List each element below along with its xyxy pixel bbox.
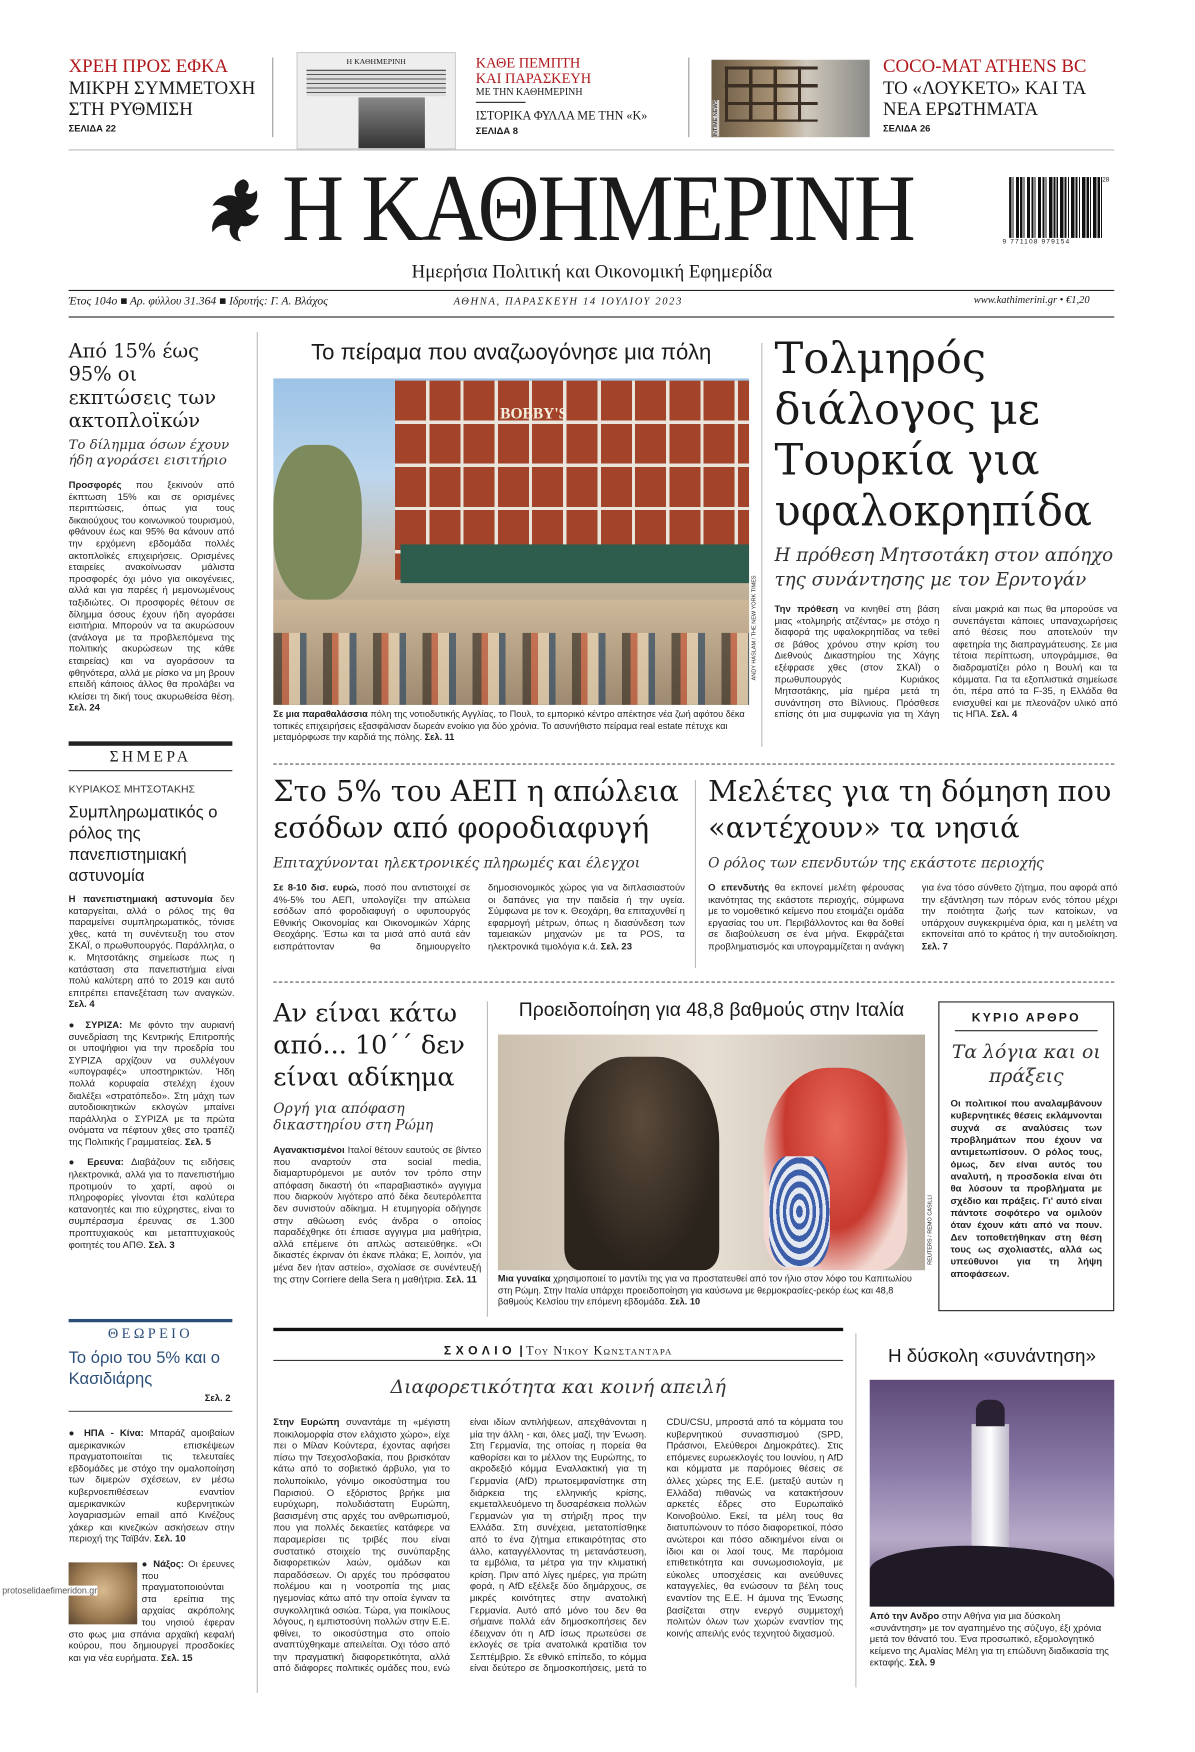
watermark: protoselidaefimeridon.gr [2,1585,98,1596]
decoration [769,1156,830,1267]
tax-page: Σελ. 23 [600,940,633,952]
decoration: ● [68,1019,86,1031]
left-today_headline: Συμπληρωματικός ο ρόλος της πανεπιστημιακή αστυνομία [68,803,218,886]
issue-date: ΑΘΗΝΑ, ΠΑΡΑΣΚΕΥΗ 14 ΙΟΥΛΙΟΥ 2023 [453,296,684,308]
decoration [273,445,362,600]
teaser-efka[interactable] [69,55,263,134]
divider [273,981,1114,982]
teaser-title: ΜΙΚΡΗ ΣΥΜΜΕΤΟΧΗ ΣΤΗ ΡΥΘΜΙΣΗ [68,77,256,120]
lead_photo-caption_lead: Σε μια παραθαλάσσια [273,708,368,720]
masthead-barcode_issue: 28 [1102,177,1110,184]
andros-lighthouse-photo [870,1380,1115,1607]
main-story-turkey[interactable] [775,334,1118,720]
decoration [401,544,750,583]
left-theoreio_page: Σελ. 2 [204,1391,231,1404]
decoration [725,66,818,121]
tax-evasion-article[interactable] [273,775,685,953]
teasers-1-sub: ΜΕ ΤΗΝ ΚΑΘΗΜΕΡΙΝΗ [476,86,526,103]
comment-author: Του Νίκου Κωνσταντάρα [526,1344,673,1358]
lead-photo-title: Το πείραμα που αναζωογόνησε μια πόλη [311,340,712,366]
andros-page: Σελ. 9 [909,1656,936,1668]
teasers-1-page: ΣΕΛΙΔΑ 8 [475,125,518,137]
infoline-left: Έτος 104ο ■ Αρ. φύλλου 31.364 ■ Ιδρυτής: Γ. Α. Βλάχος [68,295,328,308]
divider [695,780,696,968]
heat-caption_lead: Μια γυναίκα [497,1272,551,1284]
infoline-right: www.kathimerini.gr • €1,20 [973,295,1090,307]
decoration [708,882,1117,952]
teaser-coco-mat[interactable] [883,55,1104,134]
theoreio-label: ΘΕΩΡΕΙΟ [69,1319,233,1342]
teasers-2-title: ΤΟ «ΛΟΥΚΕΤΟ» ΚΑΙ ΤΑ ΝΕΑ ΕΡΩΤΗΜΑΤΑ [882,77,1086,120]
decoration: | [515,1344,527,1358]
left-bullets2-1-page: Σελ. 15 [161,1651,193,1663]
rome-page: Σελ. 11 [445,1273,477,1285]
lead_photo-page: Σελ. 11 [424,731,455,743]
andros-caption[interactable] [870,1610,1115,1669]
tax-sub: Επιταχύνονται ηλεκτρονικές πληρωμές και έλεγχοι [273,854,641,871]
left-lead: Προσφορές [68,479,122,491]
teasers-1-kicker: ΚΑΘΕ ΠΕΜΠΤΗ ΚΑΙ ΠΑΡΑΣΚΕΥΗ [475,54,592,87]
tax-headline: Στο 5% του ΑΕΠ η απώλεια εσόδων από φοροδιαφυγή [273,775,679,846]
lead-photo-caption [273,708,749,743]
islands-headline: Μελέτες για τη δόμηση που «αντέχουν» τα νησιά [708,775,1112,846]
historic-newspaper-thumbnail [297,52,456,149]
divider [855,1333,856,1687]
left-today_lead: Η πανεπιστημιακή αστυνομία [68,892,213,905]
decoration [69,1157,235,1251]
divider [761,343,762,747]
university-police-article[interactable] [69,783,235,1250]
left-page: Σελ. 24 [68,701,100,713]
main-page: Σελ. 4 [991,708,1018,720]
comment-body: συναντάμε τη «μέγιστη ποικιλομορφία στον ελάχιστο χώρο», είχε πει ο Μίλαν Κούντερα, έχοντας αφήσει πίσω την Τσεχοσλοβακία, που βρισκόταν κάτω από το σοβιετικό άρβυλο, για το πολυποίκιλο, γόνιμο οικοσύστημα του Παρισιού. Ο εξόριστος βρήκε μια ευρύχωρη, πολυδιάστατη Ευρώπη, βασισμένη στις αρχές του ανθρωπισμού, που για πολλές δεκαετίες κατάφερε να παραμερίσει τις τριβές που είναι συστατικό στοιχείο της συνύπαρξης διαφορετικών λαών, ομάδων και παραδόσεων. Οι αρχές του πρόσφατου πολέμου και η νοοτροπία της μιας ηγεμονίας κάτω από την οποία έγιναν τα συγκολλητικά οσιώα. Τώρα, για ποικίλους λόγους, η εμπιστοσύνη πολλών στην Ε.Ε. φθίνει, το οικοσύστημα στο οποίο αναπτύχθηκαμε απειλείται. Οχι τόσο από την πραγματική διαφορετικότητα, αλλά από διάφορες πολιτικές ομάδες που, ενώ είναι ιδίων αντιλήψεων, απεχθάνονται η μία την άλλη - και, όλες μαζί, την Ένωση. Στη Γερμανία, της οποίας η πορεία θα καθορίσει και το μέλλον της Ευρώπης, το ακροδεξιό κόμμα Εναλλακτική για τη Γερμανία (AfD) πρωτοεμφανίστηκε στη διάρκεια της ελληνικής κρίσης, εκμεταλλευόμενο τη δυσαρέσκεια πολλών Γερμανών για τη στήριξη προς την Ελλάδα. Στη συνέχεια, μετατοπίσθηκε από το ένα ζήτημα επικαιρότητας στο άλλο, καταγγέλλοντας τη μετανάστευση, τα εμβόλια, τα μέτρα για την κλιματική κρίση. Πριν από λίγες ημέρες, για πρώτη φορά, η AfD εξέλεξε δύο δημάρχους, σε μικρές κοινότητες στην ανατολική Γερμανία. Αυτό από μόνο του δεν θα σήμαινε πολλά εάν δημοσκοπήσεις δεν έδειχναν ότι η AfD ίσως πρωτεύσει σε εκλογές σε τρία ανατολικά κρατίδια τον Σεπτέμβριο. Σε εθνικό επίπεδο, το κόμμα είναι δεύτερο σε δημοσκοπήσεις, μετά το CDU/CSU, μπροστά από τα κόμματα του κυβερνητικού συνασπισμού (SPD, Πράσινοι, Ελεύθεροι Δημοκράτες). Στις επόμενες ευρωεκλογές του Ιουνίου, η AfD και κόμματα με παρόμοιες θέσεις σε άλλες χώρες της Ε.Ε. (μεταξύ αυτών η Ελλάδα) πιθανώς να κατακτήσουν αρκετές έδρες στο Ευρωπαϊκό Κοινοβούλιο. Εκεί, τα μέλη τους θα διατυπώνουν το πόσο διαφορετικοί, πόσο ανώτεροι και πόσο αδικημένοι είναι οι ίδιοι και οι λαοί τους. Με παρόμοια επιθετικότητα και συνωμοσιολογία, με εύκολες υποσχέσεις και ανεύθυνες καταγγελίες, θα ενώσουν τα βέλη τους εναντίον της Ε.Ε. Η άμυνα της Ένωσης βασίζεται στην ενεργό συμμετοχή πολιτών όλων των χωρών εναντίον της κοινής απειλής ενός τεχνητού διχασμού. [273,1416,844,1674]
left-bullets2-1-lead: Νάξος: [153,1557,184,1570]
decoration [976,1400,1005,1427]
decoration [69,1427,235,1544]
left-body: που ξεκινούν από έκπτωση 15% και σε ορισμένες περιπτώσεις, όπως για τους δικαιούχους του κοινωνικού τουρισμού, φθάνουν έως και 95% θα κάνουν από την ερχόμενη εβδομάδα πολλές ακτοπλοϊκές επιχειρήσεις. Ορισμένες εταιρείες ανακοίνωσαν μάλιστα προσφορές όχι μόνο για οικογένειες, αλλά και για παρέες ή μεμονωμένους ταξιδιώτες. Οι προσφορές θέτουν σε δίλημμα όσους έχουν ήδη αγοράσει εισιτήρια. Μπορούν να τα ακυρώσουν (ανάλογα με τα προβλεπόμενα της πολιτικής ακυρώσεων της κάθε εταιρείας) και να αγοράσουν τα φθηνότερα, αλλά με ρίσκο να μη βρουν επειδή κάποιος άλλος θα προλάβει να κλείσει τη δική τους ακυρωθείσα θέση. [68,479,235,702]
decoration [212,179,259,241]
comment-label: ΣΧΟΛΙΟ [443,1344,516,1358]
comment-lead: Στην Ευρώπη [273,1416,340,1428]
divider [273,1328,843,1331]
teaser-page: ΣΕΛΙΔΑ 22 [68,122,117,134]
rome-body: Ιταλοί θέτουν εαυτούς σε βίντεο που αναρτούν στα social media, διαμαρτυρόμενοι με αυτόν τον τρόπο στην απόφαση δικαστή ότι «παραβιαστικό» αγγιγμα που διαρκούν λιγότερο από δέκα δευτερόλεπτα δεν συνιστούν αδίκημα. Η ετυμηγορία οδήγησε στην αθώωση ενός άνδρα ο οποίος παραδέχθηκε ότι έπιασε αγγιγμα μια μαθήτρια, αλλά επέμεινε ότι απλώς αστειεύθηκε. «Οι δικαστές έκριναν ότι έκανε πλάκα; Ε, λοιπόν, για μένα δεν ήταν αστείο», σχολίασε σε συνέντευξή της στην Corriere della Sera η μαθήτρια. [273,1144,482,1285]
comment-header [273,1338,843,1359]
naxos-brief[interactable] [69,1558,235,1663]
divider [273,1360,843,1361]
decoration [870,1546,1115,1607]
griffin-logo-icon [199,175,268,246]
islands-sub: Ο ρόλος των επενδυτών της εκάστοτε περιοχής [708,854,1044,871]
poole-street-photo [273,378,749,704]
heat-page: Σελ. 10 [669,1295,701,1307]
decoration [69,479,235,713]
andros-title: Η δύσκολη «συνάντηση» [887,1345,1096,1367]
decoration [273,633,749,705]
main-lead: Την πρόθεση [774,603,839,615]
divider [69,316,1115,317]
left-bullets2-0-page: Σελ. 10 [154,1532,186,1544]
heat-photo-caption [498,1272,925,1307]
decoration [273,1144,481,1285]
left-today_page: Σελ. 4 [68,998,95,1010]
divider [69,149,1115,150]
rome-lead: Αγανακτισμένοι [273,1144,345,1156]
editorial-label: ΚΥΡΙΟ ΑΡΘΡΟ [955,1011,1098,1031]
divider [272,58,273,138]
today-section-label: ΣΗΜΕΡΑ [69,741,233,771]
left-bullets2-0-lead: ΗΠΑ - Κίνα: [83,1427,144,1439]
main-sub: Η πρόθεση Μητσοτάκη στον απόηχο της συνάντησης με τον Ερντογάν [774,544,1114,590]
left-sub: Το δίλημμα όσων έχουν ήδη αγοράσει εισιτήριο [68,437,230,469]
decoration: ● [68,1156,88,1168]
main-body: να κινηθεί στη βάση μιας «τολμηρής ατζέντας» με στόχο η διαφορά της υφαλοκρηπίδας να τεθεί σε βάθος χρόνου στην κρίση του Διεθνούς Δικαστηρίου της Χάγης εξέφρασε χθες (στον ΣΚΑΪ) ο πρωθυπουργός Κυριάκος Μητσοτάκης, μία ημέρα μετά τη συνάντηση στο Βίλνιους. Πρόσθεσε επίσης ότι μια συμφωνία για τη Χάγη είναι μακριά και πως θα μπορούσε να συνεπάγεται κάποιες υπαναχωρήσεις από θέσεις που αποτελούν την αφετηρία της διαπραγμάτευσης. Σε μια τέτοια περίπτωση, υπογράμμισε, θα διαδραματίζει ρόλο η Βουλή και τα κόμματα. Για τα εξοπλιστικά σημείωσε ότι, πέρα από τα F-35, η Ελλάδα θα ενισχυθεί και με πλεονάζον υλικό από τις ΗΠΑ. [774,603,1118,720]
comment-title: Διαφορετικότητα και κοινή απειλή [390,1376,726,1399]
left-bullets2-1-text: Οι έρευνες που πραγματοποιούνται στα ερείπια της αρχαίας ακρόπολης του νησιού έφεραν στο φως μια σπάνια αρχαϊκή κεφαλή κούρου, που δημιουργεί προσδοκίες και για νέα ευρήματα. [68,1557,235,1663]
masthead-title: Η ΚΑΘΗΜΕΡΙΝΗ [282,154,914,262]
rome-sub: Οργή για απόφαση δικαστηρίου στη Ρώμη [273,1099,434,1134]
tax-body: ποσό που αντιστοιχεί σε 4%-5% του ΑΕΠ, υπολογίζει την απώλεια εσόδων από φοροδιαφυγή ο υφυπουργός Εθνικής Οικονομίας και Οικονομικών Χάρης Θεοχάρης. Έστω και τα μισά από αυτά εάν εισπράττονταν θα δημιουργείτο δημοσιονομικός χώρος για να διπλασιαστούν οι δαπάνες για την παιδεία ή την υγεία. Σύμφωνα με τον κ. Θεοχάρη, θα επιταχυνθεί η εφαρμογή μέτρων, όπως η διασύνδεση των ταμειακών μηχανών με τα POS, τα ηλεκτρονικά τιμολόγια κ.ά. [273,881,685,952]
decoration [69,893,235,1010]
islands-page: Σελ. 7 [921,940,948,952]
divider [69,1411,233,1412]
heat-caption: χρησιμοποιεί το μαντίλι της για να προστατευθεί από τον ήλιο στον λόφο του Καπιτωλίου στη Ρώμη. Στην Ιταλία υπάρχει προειδοποίηση για καύσωνα με θερμοκρασίες-ρεκόρ έως και 48,8 βαθμούς Κελσίου την επόμενη εβδομάδα. [497,1272,912,1307]
teasers-2-kicker: COCO-MAT ATHENS BC [882,55,1087,77]
andros-body: στην Αθήνα για μια δύσκολη «συνάντηση» με τον αγαπημένο της σύζυγο, έξι χρόνια μετά τον θάνατό του. Ένα προσωπικό, εξομολογητικό κείμενο της Αμαλίας Μέλη για τη επώδυνη διαδικασία της εκταφής. [869,1609,1109,1668]
left-bullets-0-lead: ΣΥΡΙΖΑ: [85,1019,123,1031]
ferry-discounts-article[interactable] [69,341,235,714]
decoration [775,603,1118,720]
coco-mat-building-photo [711,60,869,137]
rome-headline: Αν είναι κάτω από... 10΄΄ δεν είναι αδίκημα [273,999,465,1093]
decoration [307,70,446,97]
main-headline: Τολμηρός διάλογος με Τουρκία για υφαλοκρηπίδα [774,334,1093,537]
teaser-historic[interactable] [476,55,686,136]
lead_photo-credit: ANDY HASLAM / THE NEW YORK TIMES [751,575,758,681]
left-today_body: δεν καταργείται, αλλά ο ρόλος της θα παραμείνει συμπληρωματικός, τόνισε χθες, κατά τη συνέντευξη του στον ΣΚΑΪ, ο πρωθυπουργός. Παράλληλα, ο κ. Μητσοτάκης σημείωσε πως η κατάσταση στα πανεπιστήμια είναι πολύ καλύτερη από το 2019 και αυτό επιτρέπει επανεξέταση των αναγκών. [68,892,235,998]
left-bullets2-0-text: Μπαράζ αμοιβαίων αμερικανικών επισκέψεων πραγματοποιείται τις τελευταίες εβδομάδες με στόχο την ομαλοποίηση των διμερών σχέσεων, εν μέσω κυβερνοεπιθέσεων εναντίον αμερικανικών κυβερνητικών λογαριασμών email από Κινέζους χάκερ και κινεζικών ασκήσεων στην περιοχή της Ταϊβάν. [68,1427,235,1544]
decoration [273,882,685,952]
decoration [69,1019,235,1148]
decoration: ● [68,1427,84,1439]
rome-heatwave-photo [498,1035,925,1271]
decoration: ● [141,1557,154,1570]
decoration [199,175,268,246]
barcode [1009,177,1102,238]
us-china-brief[interactable] [69,1427,235,1544]
islands-body: θα εκπονεί μελέτη φέρουσας ικανότητας της εκάστοτε περιοχής, σύμφωνα με το νομοθετικό κείμενο που ετοιμάζει ομάδα εργασίας του υπ. Περιβάλλοντος και θα δοθεί σε διαβούλευση σε ένα μήνα. Εκφράζεται προβληματισμός και υπογραμμίζεται η ανάγκη για ένα τόσο σύνθετο ζήτημα, που αφορά από την εξάντληση των πόρων ενός τόπου μέχρι την ποιότητα ζωής των κατοίκων, να υπάρχουν συγκεκριμένα όρια, και η μελέτη να εκπονείται από το κράτος ή την αυτοδιοίκηση. [708,881,1118,952]
masthead-barcode_number: 9 771108 979154 [1002,239,1071,246]
divider [69,290,1115,291]
teasers-1-thumb_label: Η ΚΑΘΗΜΕΡΙΝΗ [346,57,406,67]
editorial-box[interactable] [938,1001,1114,1311]
left-headline: Από 15% έως 95% οι εκπτώσεις των ακτοπλοϊκών [68,340,217,433]
left-bullets-1-page: Σελ. 3 [148,1238,175,1250]
theoreio-title[interactable]: Το όριο του 5% και ο Κασιδιάρης [68,1348,221,1389]
divider [257,332,258,1693]
editorial-title: Τα λόγια και οι πράξεις [951,1041,1101,1088]
left-bullets-1-text: Διαβάζουν τις ειδήσεις ηλεκτρονικά, αλλά για το πανεπιστήμιο προτιμούν το χαρτί, αφού οι πληροφορίες γίνονται έτσι καλύτερα κατανοητές και πιο εύχρηστες, είναι το συμπέρασμα έρευνας σε 1.300 προπτυχιακούς και μεταπτυχιακούς φοιτητές του ΑΠΘ. [68,1156,235,1250]
islands-lead: Ο επενδυτής [708,881,770,893]
teasers-1-title: ΙΣΤΟΡΙΚΑ ΦΥΛΛΑ ΜΕ ΤΗΝ «Κ» [475,109,648,123]
coco-mat-photo-credit: INTIME NEWS [712,99,720,137]
divider [273,763,1114,764]
lead_photo-caption: πόλη της νοτιοδυτικής Αγγλίας, το Πουλ, το εμπορικό κέντρο απέκτησε νέα ζωή αφότου δέκα τοπικές επιχειρήσεις εξασφάλισαν δωρεάν ενοίκιο για δύο χρόνια. Το ασυνήθιστο πείραμα real estate πέτυχε και μεταμόρφωσε την καρδιά της πόλης. [273,708,745,743]
heat-credit: REUTERS / REMO CASILLI [927,1195,934,1265]
decoration [972,1424,1010,1557]
andros-lead: Από την Ανδρο [869,1609,940,1622]
decoration [359,97,425,148]
tax-lead: Σε 8-10 δισ. ευρώ, [273,881,360,893]
left-bullets-0-text: Με φόντο την αυριανή συνεδρίαση της Κεντρικής Επιτροπής οι υποψήφιοι για την προεδρία του ΣΥΡΙΖΑ αρχίζουν να συλλέγουν «υπογραφές» υποστηρικτών. Ήδη πολλά κορυφαία στελέχη έχουν διαλέξει «στρατόπεδο». Στη μάχη των αυτοδιοικητικών εκλογών μπαίνει παράλληλα ο ΣΥΡΙΖΑ με τα πρώτα ονόματα να πέφτουν χθες στο τραπέζι της Πολιτικής Γραμματείας. [68,1019,235,1148]
left-bullets-0-page: Σελ. 5 [184,1136,212,1148]
rome-court-article[interactable] [273,998,481,1285]
lead_photo-sign: BOBBY'S [500,406,568,423]
left-today_kicker: ΚΥΡΙΑΚΟΣ ΜΗΤΣΟΤΑΚΗΣ [68,783,196,796]
divider [487,1001,488,1316]
editorial-body: Οι πολιτικοί που αναλαμβάνουν κυβερνητικές θέσεις εκλάμνονται συχνά σε αναλύσεις των προβλημάτων που έχουν να αντιμετωπίσουν. Ο ρόλος τους, όμως, δεν είναι αυτός του αναλυτή, η προσδοκία είναι ότι θα λύσουν τα προβλήματα με σχέδιο και πράξεις. Γι' αυτό είναι πάντοτε σοφότερο να ομιλούν όταν έχουν κάτι από να πουν. Δεν τοποθετήθηκαν στη θέση τους ως σχολιαστές, αλλά ως υπεύθυνοι για τη λήψη αποφάσεων. [950,1097,1103,1280]
teasers-2-page: ΣΕΛΙΔΑ 26 [882,122,931,134]
islands-construction-article[interactable] [708,775,1117,953]
comment-body [273,1416,843,1682]
heat-photo-title: Προειδοποίηση για 48,8 βαθμούς στην Ιταλία [518,998,905,1021]
decoration [564,1057,719,1271]
left-bullets-1-lead: Ερευνα: [87,1156,124,1168]
divider [688,58,689,138]
masthead-subtitle: Ημερήσια Πολιτική και Οικονομική Εφημερίδα [411,261,773,283]
teaser-kicker: ΧΡΕΗ ΠΡΟΣ ΕΦΚΑ [68,55,229,77]
